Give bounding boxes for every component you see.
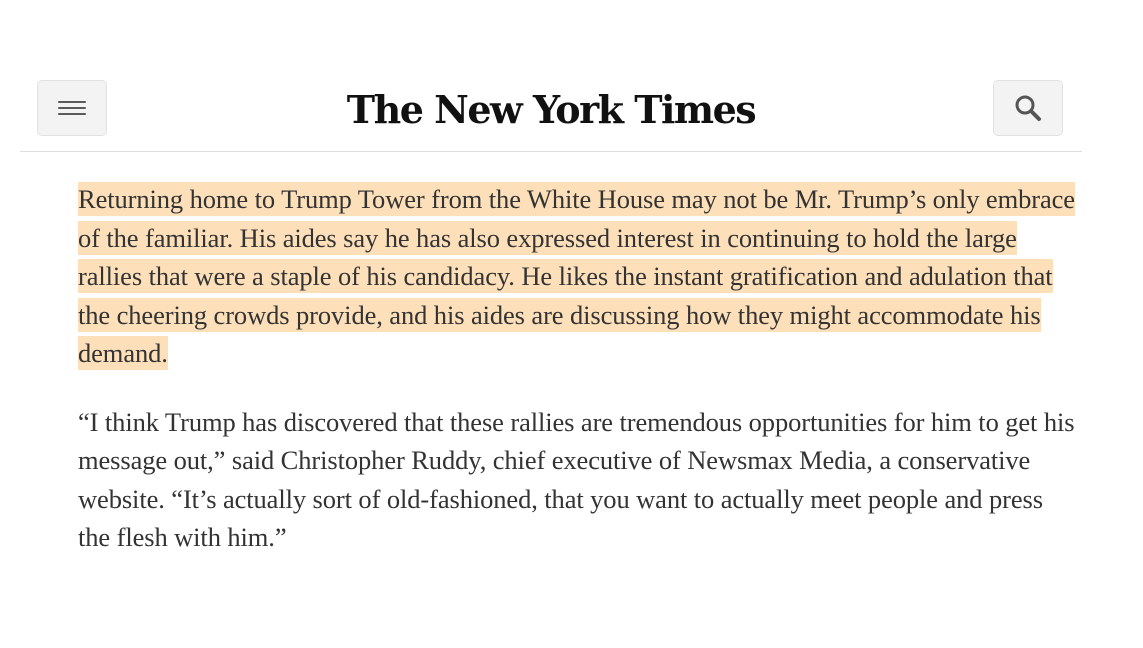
nyt-logo[interactable]: The New York Times [346, 87, 756, 132]
search-icon [1014, 94, 1042, 122]
highlighted-paragraph: Returning home to Trump Tower from the White House may not be Mr. Trump’s only embrace of the familiar. His aides say he has also expressed interest in continuing to hold the large rallies that were a staple of his candidacy. He likes the instant gratification and adulation that the cheering crowds provide, and his aides are discussing how they might accommodate his demand. [78, 184, 1075, 368]
paragraph-block [78, 403, 1078, 557]
quote-paragraph: “I think Trump has discovered that these rallies are tremendous opportunities for him to get his message out,” said Christopher Ruddy, chief executive of Newsmax Media, a conservative website. “It’s actually sort of old-fashioned, that you want to actually meet people and press the flesh with him.” [78, 406, 1075, 552]
article-body [78, 180, 1078, 587]
masthead [20, 0, 1082, 152]
paragraph-block [78, 180, 1078, 373]
search-button[interactable] [993, 80, 1063, 136]
